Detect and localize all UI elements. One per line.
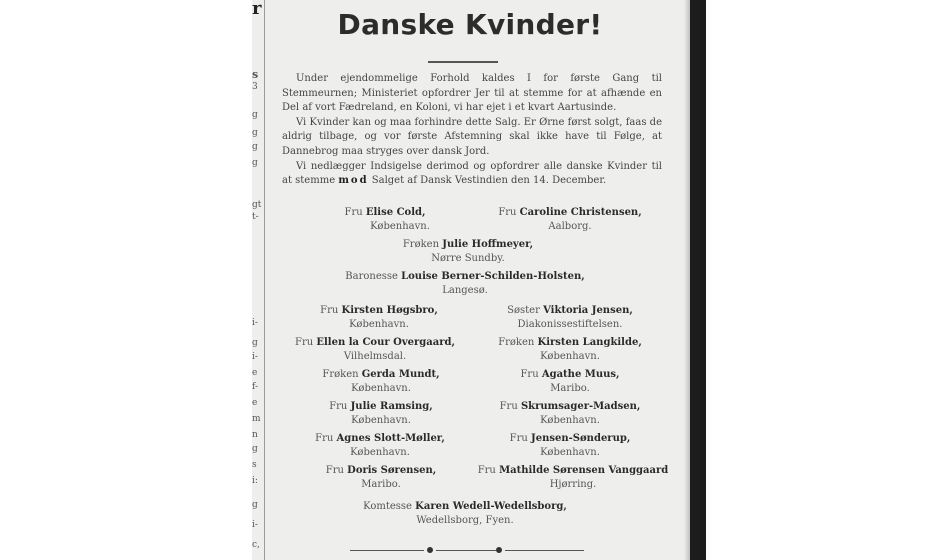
paragraph-2: Vi Kvinder kan og maa forhindre dette Salg. Er Ørne først solgt, faas de aldrig tilbage, og vor første Afstemning skal ikke have til Følge, at Dannebrog maa stryges over dansk Jord.	[282, 116, 662, 157]
signatory-name: Julie Hoffmeyer,	[442, 239, 534, 250]
signatory-name: Kirsten Høgsbro,	[341, 305, 438, 316]
signatory-place: Hjørring.	[549, 479, 597, 490]
signatory-name: Kirsten Langkilde,	[537, 337, 642, 348]
article-title: Danske Kvinder!	[337, 8, 603, 41]
signatory	[296, 400, 466, 428]
signatory	[296, 464, 466, 492]
margin-fragment: s	[252, 68, 259, 81]
signatory	[368, 238, 568, 266]
signatory-title: Fru	[520, 369, 539, 380]
footer-ornament	[350, 544, 584, 556]
signatory-place: Wedellsborg, Fyen.	[416, 515, 514, 526]
margin-fragment: 3	[252, 82, 258, 92]
signatory	[480, 336, 660, 364]
margin-fragment: g	[252, 338, 258, 348]
paragraph-1: Under ejendommelige Forhold kaldes I for første Gang til Stemmeurnen; Ministeriet opfordrer Jer til at stemme for at afhænde en Del af vort Fædreland, en Koloni, vi har ejet i et kvart Aartusinde.	[282, 73, 662, 114]
signatory	[340, 500, 590, 528]
signatory	[280, 336, 470, 364]
paragraph-3-start: Vi nedlægger Indsigelse derimod og opfordrer alle danske Kvinder til at stemme	[282, 160, 662, 187]
signatory-name: Doris Sørensen,	[347, 465, 437, 476]
ornament-line	[436, 550, 496, 551]
signatory-title: Fru	[499, 401, 518, 412]
signatory-place: København.	[540, 447, 600, 458]
ornament-dot	[427, 547, 433, 553]
margin-fragment: s	[252, 460, 257, 470]
signatory-place: Vilhelmsdal.	[343, 351, 407, 362]
signatory-place: København.	[370, 221, 430, 232]
signatory-title: Frøken	[402, 239, 440, 250]
signatory-place: København.	[350, 447, 410, 458]
signatory-title: Baronesse	[345, 271, 398, 282]
margin-fragment: e	[252, 368, 258, 378]
signatory-name: Karen Wedell-Wedellsborg,	[415, 501, 567, 512]
margin-fragment: i:	[252, 476, 258, 486]
margin-fragment: i-	[252, 318, 258, 328]
signatory-place: Maribo.	[361, 479, 401, 490]
signatory-title: Fru	[329, 401, 348, 412]
signatory	[468, 464, 678, 492]
paragraph-3-end: Salget af Dansk Vestindien den 14. December.	[371, 175, 607, 187]
signatory-place: København.	[351, 415, 411, 426]
margin-fragment: g	[252, 444, 258, 454]
signatory-place: Diakonissestiftelsen.	[517, 319, 623, 330]
signatory	[294, 304, 464, 332]
signatory	[480, 400, 660, 428]
signatory-place: Aalborg.	[548, 221, 592, 232]
signatory-name: Agathe Muus,	[541, 369, 620, 380]
signatory-place: København.	[351, 383, 411, 394]
margin-fragment: g	[252, 158, 258, 168]
signatory-name: Mathilde Sørensen Vanggaard	[499, 465, 669, 476]
emphasis-mod: mod	[338, 175, 369, 187]
signatory-title: Komtesse	[363, 501, 412, 512]
margin-fragment: g	[252, 500, 258, 510]
margin-fragment: i-	[252, 520, 258, 530]
signatory-title: Fru	[295, 337, 314, 348]
margin-fragment: g	[252, 110, 258, 120]
margin-fragment: i-	[252, 352, 258, 362]
signatory-title: Fru	[498, 207, 517, 218]
signatory-name: Ellen la Cour Overgaard,	[316, 337, 455, 348]
margin-fragment: t-	[252, 212, 259, 222]
column-divider	[264, 0, 265, 560]
signatory-name: Elise Cold,	[365, 207, 426, 218]
signatory-title: Fru	[325, 465, 344, 476]
signatory-name: Viktoria Jensen,	[543, 305, 633, 316]
scan-border	[690, 0, 706, 560]
signatory-place: København.	[349, 319, 409, 330]
signatory-title: Frøken	[322, 369, 359, 380]
signatory-title: Fru	[509, 433, 528, 444]
margin-fragment: c,	[252, 540, 260, 550]
signatory	[480, 368, 660, 396]
ornament-line	[350, 550, 424, 551]
margin-fragment: f-	[252, 382, 259, 392]
signatory	[296, 368, 466, 396]
margin-fragment: e	[252, 398, 258, 408]
signatory-name: Gerda Mundt,	[361, 369, 440, 380]
signatory	[480, 304, 660, 332]
article-body	[282, 72, 662, 189]
signatory-title: Søster	[507, 305, 540, 316]
signatory-title: Fru	[315, 433, 334, 444]
signatory-place: Langesø.	[442, 285, 488, 296]
signatory-title: Fru	[344, 207, 363, 218]
signatory-place: København.	[540, 415, 600, 426]
signatory-place: København.	[540, 351, 600, 362]
signatory-name: Skrumsager-Madsen,	[520, 401, 641, 412]
signatory-name: Jensen-Sønderup,	[531, 433, 631, 444]
margin-fragment: m	[252, 414, 261, 424]
signatory	[330, 270, 600, 298]
signatory-place: Nørre Sundby.	[431, 253, 505, 264]
signatory-name: Agnes Slott-Møller,	[336, 433, 445, 444]
signatory-name: Julie Ramsing,	[350, 401, 433, 412]
signatory-name: Louise Berner-Schilden-Holsten,	[401, 271, 585, 282]
signatory	[300, 206, 470, 234]
signatory-title: Frøken	[498, 337, 535, 348]
margin-fragment: n	[252, 430, 258, 440]
ornament-dot	[496, 547, 502, 553]
signatory-title: Fru	[477, 465, 496, 476]
signatory-title: Fru	[320, 305, 339, 316]
signatory-place: Maribo.	[550, 383, 590, 394]
signatory-name: Caroline Christensen,	[519, 207, 642, 218]
margin-fragment: r	[252, 0, 262, 19]
margin-fragment: g	[252, 142, 258, 152]
signatory	[480, 432, 660, 460]
paragraph-3	[282, 160, 662, 189]
title-rule	[428, 61, 498, 63]
margin-fragment: gt	[252, 200, 262, 210]
signatory	[480, 206, 660, 234]
signatory	[290, 432, 470, 460]
ornament-line	[505, 550, 584, 551]
margin-fragment: g	[252, 128, 258, 138]
